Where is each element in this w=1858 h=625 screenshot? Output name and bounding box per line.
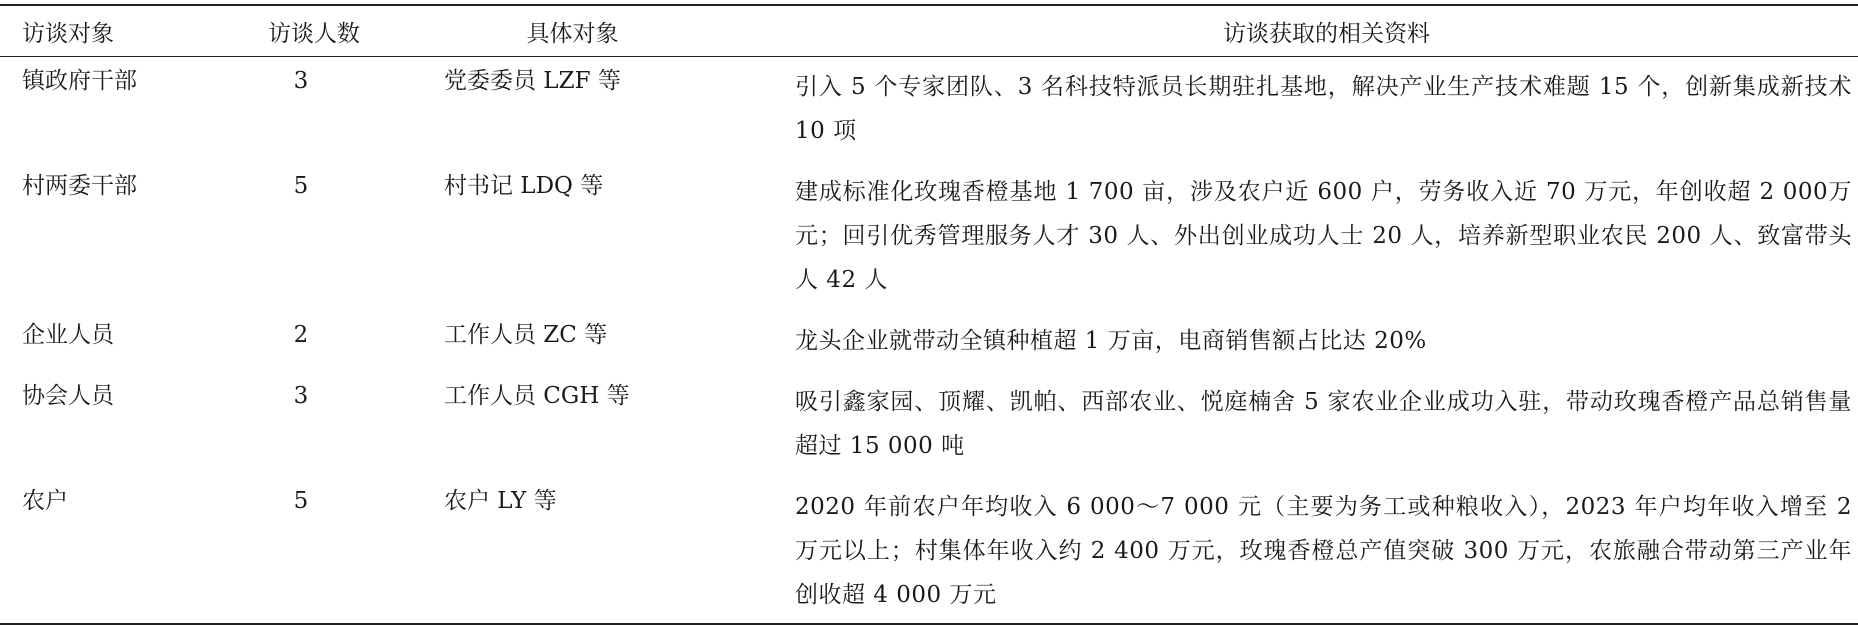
table-row [0,369,1858,474]
cell-detail: 工作人员 CGH 等 [444,383,630,409]
header-row [0,5,1858,57]
cell-detail: 村书记 LDQ 等 [444,173,604,199]
cell-info: 引入 5 个专家团队、3 名科技特派员长期驻扎基地，解决产业生产技术难题 15 个，创新集成新技术 10 项 [795,74,1852,144]
cell-count: 2 [293,322,309,348]
header-interview-count: 访谈人数 [268,20,360,47]
cell-object: 农户 [22,488,68,514]
table-row [0,159,1858,308]
cell-info: 2020 年前农户年均收入 6 000～7 000 元（主要为务工或种粮收入），2023 年户均年收入增至 2 万元以上；村集体年收入约 2 400 万元，玫瑰香橙总产值突破 300 万元，农旅融合带动第三产业年创收超 4 000 万元 [795,494,1852,608]
interview-table [0,4,1858,625]
table-body [0,57,1858,625]
cell-count: 3 [293,383,309,409]
cell-count: 5 [293,173,309,199]
table-header [0,5,1858,57]
cell-detail: 党委委员 LZF 等 [444,68,621,94]
cell-detail: 农户 LY 等 [444,488,557,514]
cell-object: 村两委干部 [22,173,137,199]
cell-object: 企业人员 [22,322,114,348]
header-interview-object: 访谈对象 [22,20,114,47]
cell-info: 龙头企业就带动全镇种植超 1 万亩，电商销售额占比达 20% [795,328,1427,354]
cell-info: 吸引鑫家园、顶耀、凯帕、西部农业、悦庭楠舍 5 家农业企业成功入驻，带动玫瑰香橙产品总销售量超过 15 000 吨 [795,389,1852,459]
table-row [0,474,1858,624]
header-specific-object: 具体对象 [526,20,619,47]
table-row [0,57,1858,160]
cell-info: 建成标准化玫瑰香橙基地 1 700 亩，涉及农户近 600 户，劳务收入近 70 万元，年创收超 2 000万元；回引优秀管理服务人才 30 人、外出创业成功人士 20 人，培养新型职业农民 200 人、致富带头人 42 人 [795,179,1852,293]
cell-detail: 工作人员 ZC 等 [444,322,608,348]
table-row [0,308,1858,369]
cell-object: 协会人员 [22,383,114,409]
header-interview-info: 访谈获取的相关资料 [1223,20,1430,47]
cell-count: 3 [293,68,309,94]
cell-object: 镇政府干部 [22,68,137,94]
cell-count: 5 [293,488,309,514]
